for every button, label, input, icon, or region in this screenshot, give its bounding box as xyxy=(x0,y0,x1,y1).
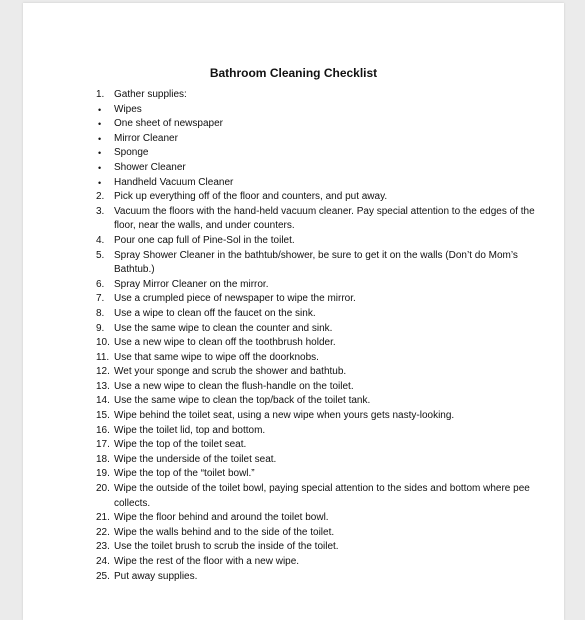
checklist-item-text: Sponge xyxy=(114,147,149,159)
step-number: 10. xyxy=(96,337,110,349)
checklist-item-text: Wipe the rest of the floor with a new wipe. xyxy=(114,556,300,567)
bullet-marker: • xyxy=(98,177,102,188)
checklist-step-item xyxy=(96,511,556,526)
checklist-item-text: Gather supplies: xyxy=(114,89,187,100)
checklist-item-text: Wipe the toilet lid, top and bottom. xyxy=(114,424,266,436)
checklist-item-text: Spray Shower Cleaner in the bathtub/shower, be sure to get it on the walls (Don’t do Mom’s Bathtub.) xyxy=(114,249,518,276)
checklist-item-text: Wipes xyxy=(114,103,142,115)
step-number: 19. xyxy=(96,468,110,480)
step-number: 18. xyxy=(96,453,110,465)
checklist-step-item xyxy=(96,365,556,380)
checklist-step-item xyxy=(96,190,556,205)
checklist-bullet-item xyxy=(96,161,556,176)
checklist-step-item xyxy=(96,555,556,570)
checklist-bullet-item xyxy=(96,117,556,132)
step-number: 12. xyxy=(96,366,110,378)
checklist-item-text: Use the same wipe to clean the top/back of the toilet tank. xyxy=(114,395,371,407)
checklist-step-item xyxy=(96,570,556,585)
step-number: 5. xyxy=(96,249,105,261)
checklist-step-item xyxy=(96,249,556,278)
checklist-bullet-item xyxy=(96,132,556,147)
checklist-step-item xyxy=(96,467,556,482)
checklist-step-item xyxy=(96,88,556,103)
checklist-item-text: Wipe the walls behind and to the side of the toilet. xyxy=(114,526,335,538)
checklist-item-text: Wipe behind the toilet seat, using a new wipe when yours gets nasty-looking. xyxy=(114,410,455,422)
checklist-item-text: Wipe the underside of the toilet seat. xyxy=(114,453,277,465)
checklist-item-text: Use a new wipe to clean off the toothbrush holder. xyxy=(114,337,336,349)
step-number: 15. xyxy=(96,410,110,422)
step-number: 20. xyxy=(96,483,110,495)
document-page xyxy=(23,3,564,620)
checklist-step-item xyxy=(96,351,556,366)
checklist-bullet-item xyxy=(96,103,556,118)
step-number: 17. xyxy=(96,439,110,451)
checklist-item-text: Use a crumpled piece of newspaper to wipe the mirror. xyxy=(114,293,356,305)
step-number: 13. xyxy=(96,380,110,392)
checklist-item-text: Vacuum the floors with the hand-held vacuum cleaner. Pay special attention to the edges of the floor, near the walls, and under counters. xyxy=(114,205,535,232)
checklist-step-item xyxy=(96,482,556,511)
checklist-item-text: Use that same wipe to wipe off the doorknobs. xyxy=(114,351,319,363)
checklist-step-item xyxy=(96,540,556,555)
step-number: 4. xyxy=(96,234,105,246)
checklist-step-item xyxy=(96,438,556,453)
step-number: 21. xyxy=(96,512,110,524)
bullet-marker: • xyxy=(98,148,102,159)
checklist-item-text: Pour one cap full of Pine-Sol in the toilet. xyxy=(114,234,295,246)
bullet-marker: • xyxy=(98,133,102,144)
checklist-item-text: Use a wipe to clean off the faucet on the sink. xyxy=(114,307,316,319)
checklist-item-text: Shower Cleaner xyxy=(114,161,186,173)
checklist-item-text: Wipe the outside of the toilet bowl, paying special attention to the sides and bottom where pee collects. xyxy=(114,483,530,509)
step-number: 25. xyxy=(96,570,110,582)
checklist-step-item xyxy=(96,292,556,307)
checklist-item-text: Use the toilet brush to scrub the inside of the toilet. xyxy=(114,541,339,553)
step-number: 16. xyxy=(96,424,110,436)
checklist-item-text: Wet your sponge and scrub the shower and bathtub. xyxy=(114,366,347,378)
checklist-step-item xyxy=(96,424,556,439)
checklist-step-item xyxy=(96,526,556,541)
checklist-step-item xyxy=(96,336,556,351)
checklist-item-text: Use a new wipe to clean the flush-handle on the toilet. xyxy=(114,380,354,392)
checklist-item-text: Use the same wipe to clean the counter and sink. xyxy=(114,322,333,334)
step-number: 23. xyxy=(96,541,110,553)
checklist-item-text: Wipe the floor behind and around the toilet bowl. xyxy=(114,512,329,524)
step-number: 14. xyxy=(96,395,110,407)
checklist-step-item xyxy=(96,322,556,337)
checklist-item-text: Wipe the top of the toilet seat. xyxy=(114,439,247,451)
checklist-item-text: One sheet of newspaper xyxy=(114,118,223,130)
document-title: Bathroom Cleaning Checklist xyxy=(209,66,378,80)
step-number: 8. xyxy=(96,307,105,319)
step-number: 22. xyxy=(96,526,110,538)
step-number: 1. xyxy=(96,89,105,100)
step-number: 24. xyxy=(96,556,110,567)
checklist-step-item xyxy=(96,205,556,234)
checklist-step-item xyxy=(96,234,556,249)
checklist-item-text: Put away supplies. xyxy=(114,570,198,582)
checklist-step-item xyxy=(96,394,556,409)
checklist-item-text: Spray Mirror Cleaner on the mirror. xyxy=(114,278,269,290)
checklist-step-item xyxy=(96,453,556,468)
step-number: 6. xyxy=(96,278,105,290)
checklist-item-text: Handheld Vacuum Cleaner xyxy=(114,176,234,188)
bullet-marker: • xyxy=(98,104,102,115)
checklist-bullet-item xyxy=(96,146,556,161)
step-number: 2. xyxy=(96,191,105,203)
checklist-step-item xyxy=(96,307,556,322)
step-number: 7. xyxy=(96,293,105,305)
checklist-item-text: Mirror Cleaner xyxy=(114,132,178,144)
checklist-bullet-item xyxy=(96,176,556,191)
bullet-marker: • xyxy=(98,119,102,130)
step-number: 11. xyxy=(96,351,110,363)
checklist-step-item xyxy=(96,409,556,424)
checklist-step-item xyxy=(96,380,556,395)
bullet-marker: • xyxy=(98,162,102,173)
step-number: 3. xyxy=(96,205,105,217)
checklist-step-item xyxy=(96,278,556,293)
step-number: 9. xyxy=(96,322,105,334)
checklist-item-text: Wipe the top of the “toilet bowl.” xyxy=(114,468,255,480)
checklist-item-text: Pick up everything off of the floor and counters, and put away. xyxy=(114,191,388,203)
checklist xyxy=(96,88,556,584)
